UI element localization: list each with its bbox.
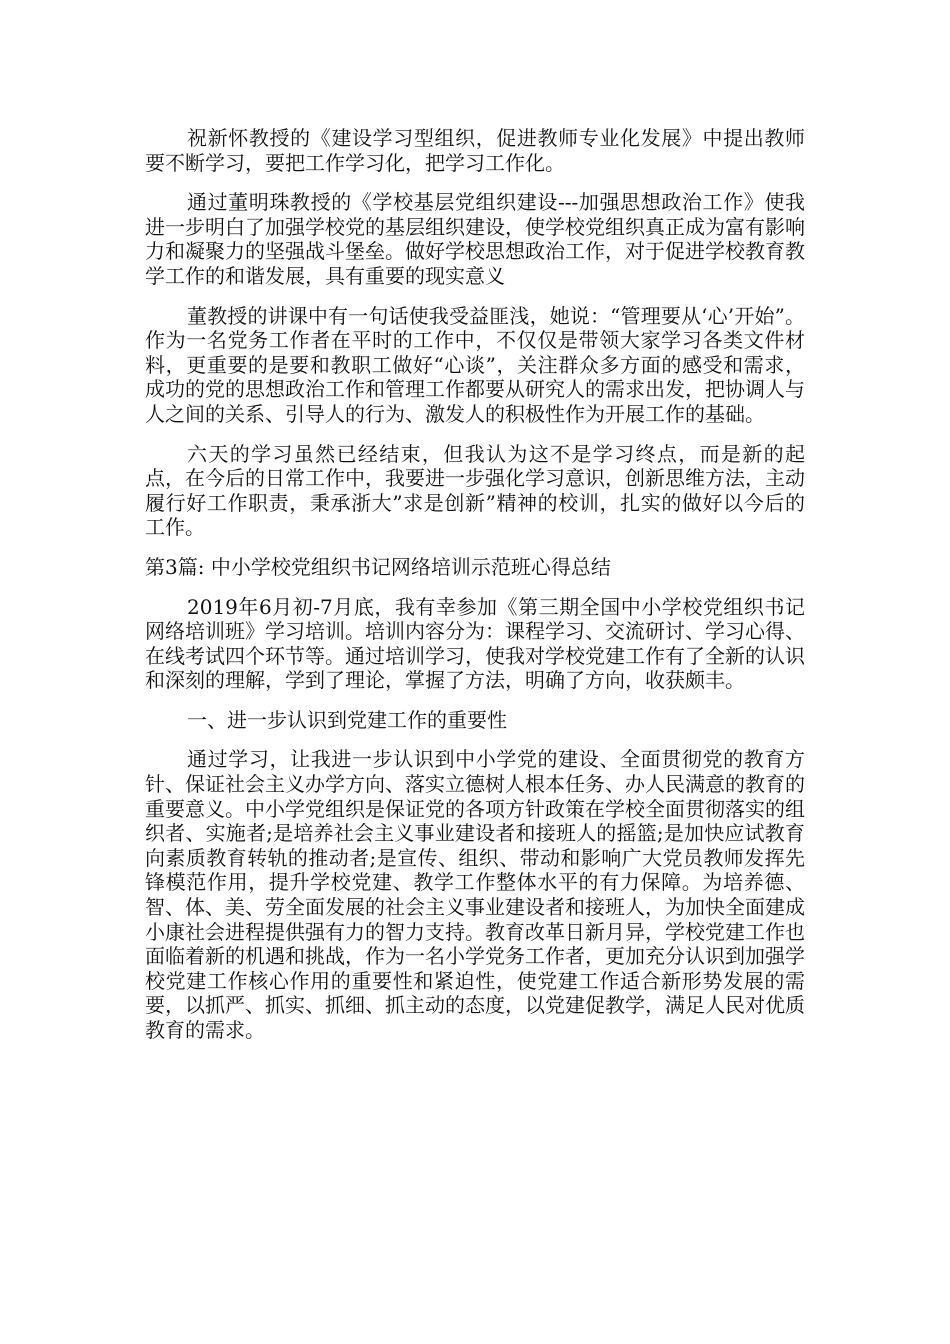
paragraph-six-days-study: 六天的学习虽然已经结束，但我认为这不是学习终点，而是新的起点，在今后的日常工作中，我要进一步强化学习意识，创新思维方法，主动履行好工作职责，秉承浙大”求是创新”精神的校训，扎实的做好以今后的工作。	[145, 441, 805, 540]
document-page	[145, 126, 805, 1058]
subheading-party-building: 一、进一步认识到党建工作的重要性	[187, 707, 507, 732]
paragraph-party-building-importance: 通过学习，让我进一步认识到中小学党的建设、全面贯彻党的教育方针、保证社会主义办学方向、落实立德树人根本任务、办人民满意的教育的重要意义。中小学党组织是保证党的各项方针政策在学校全面贯彻落实的组织者、实施者;是培养社会主义事业建设者和接班人的摇篮;是加快应试教育向素质教育转轨的推动者;是宣传、组织、带动和影响广大党员教师发挥先锋模范作用，提升学校党建、教学工作整体水平的有力保障。为培养德、智、体、美、劳全面发展的社会主义事业建设者和接班人，为加快全面建成小康社会进程提供强有力的智力支持。教育改革日新月异，学校党建工作也面临着新的机遇和挑战，作为一名小学党务工作者，更加充分认识到加强学校党建工作核心作用的重要性和紧迫性，使党建工作适合新形势发展的需要，以抓严、抓实、抓细、抓主动的态度，以党建促教学，满足人民对优质教育的需求。	[145, 747, 805, 1042]
paragraph-training-intro: 2019年6月初-7月底，我有幸参加《第三期全国中小学校党组织书记网络培训班》学习培训。培训内容分为：课程学习、交流研讨、学习心得、在线考试四个环节等。通过培训学习，使我对学校党建工作有了全新的认识和深刻的理解，学到了理论，掌握了方法，明确了方向，收获颇丰。	[145, 594, 805, 693]
section-title: 第3篇: 中小学校党组织书记网络培训示范班心得总结	[145, 554, 611, 579]
paragraph-zhu-xinhuai: 祝新怀教授的《建设学习型组织，促进教师专业化发展》中提出教师要不断学习，要把工作学习化，把学习工作化。	[145, 126, 805, 175]
paragraph-management-from-heart: 董教授的讲课中有一句话使我受益匪浅，她说：“管理要从‘心’开始”。作为一名党务工作者在平时的工作中，不仅仅是带领大家学习各类文件材料，更重要的是要和教职工做好“心谈”，关注群众多方面的感受和需求，成功的党的思想政治工作和管理工作都要从研究人的需求出发，把协调人与人之间的关系、引导人的行为、激发人的积极性作为开展工作的基础。	[145, 303, 805, 426]
paragraph-dong-mingzhu: 通过董明珠教授的《学校基层党组织建设---加强思想政治工作》使我进一步明白了加强学校党的基层组织建设，使学校党组织真正成为富有影响力和凝聚力的坚强战斗堡垒。做好学校思想政治工作，对于促进学校教育教学工作的和谐发展，具有重要的现实意义	[145, 190, 805, 288]
